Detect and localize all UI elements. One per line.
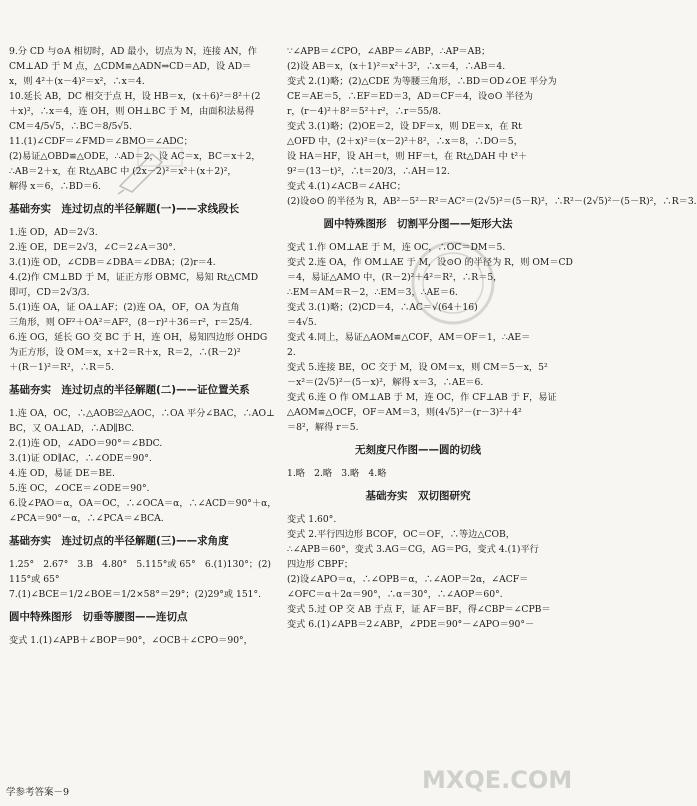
answer-line: 变式 2.平行四边形 BCOF，OC＝OF，∴等边△COB， bbox=[287, 529, 515, 540]
watermark-logo bbox=[418, 756, 573, 800]
answer-line: 6.连 OG，延长 GO 交 BC 于 H，连 OH，易知四边形 OHDG bbox=[9, 332, 268, 343]
answer-line: 3.(1)证 OD∥AC，∴∠ODE＝90°. bbox=[9, 453, 152, 464]
answer-line: (2)设∠APO＝α，∴∠OPB＝α，∴∠AOP＝2α，∠ACF＝ bbox=[287, 574, 529, 585]
answer-line: ∴EM＝AM＝R－2，∴EM＝3，∴AE＝6. bbox=[287, 287, 458, 298]
answer-line: ＋(R－1)²＝R²，∴R＝5. bbox=[9, 362, 115, 373]
answer-line: 2.(1)连 OD，∠ADO＝90°＝∠BDC. bbox=[9, 438, 163, 449]
answer-line: ∴AB＝2＋x，在 Rt△ABC 中 (2x－2)²＝x²＋(x＋2)²， bbox=[9, 166, 237, 177]
answer-line: 2. bbox=[287, 347, 296, 358]
answer-line: CE＝AE＝5，∴EF＝ED＝3，AD＝CF＝4，设⊙O 半径为 bbox=[287, 91, 533, 102]
answer-line: 4.连 OD，易证 DE＝BE. bbox=[9, 468, 115, 479]
answer-line: 4.(2)作 CM⊥BD 于 M，证正方形 OBMC，易知 Rt△CMD bbox=[9, 272, 259, 283]
answer-line: BC，又 OA⊥AD，∴AD∥BC. bbox=[9, 423, 135, 434]
answer-line: 6.设∠PAO＝α，OA＝OC，∴∠OCA＝α，∴∠ACD＝90°＋α， bbox=[9, 498, 277, 509]
answer-line: 变式 1.作 OM⊥AE 于 M，连 OC，∴OC＝DM＝5. bbox=[287, 242, 506, 253]
answer-line: 5.连 OC，∠OCE＝∠ODE＝90°. bbox=[9, 483, 150, 494]
answer-line: 变式 4.同上，易证△AOM≌△COF，AM＝OF＝1，∴AE＝ bbox=[287, 332, 531, 343]
answer-line: 2.连 OE，DE＝2√3，∠C＝2∠A＝30°. bbox=[9, 242, 176, 253]
answer-line: CM＝4/5√5，∴BC＝8/5√5. bbox=[9, 121, 133, 132]
answer-line: 11.(1)∠CDF＝∠FMD＝∠BMO＝∠ADC； bbox=[9, 136, 193, 147]
answer-line: △OFD 中，(2＋x)²＝(x－2)²＋8²，∴x＝8，∴DO＝5， bbox=[287, 136, 523, 147]
answer-line: r，(r－4)²＋8²＝5²＋r²，∴r＝55/8. bbox=[287, 106, 442, 117]
answer-line: 115°或 65° bbox=[9, 574, 60, 585]
page-footer bbox=[6, 784, 69, 798]
answer-line: △AOM≌△OCF，OF＝AM＝3，则(4√5)²－(r－3)²＋4² bbox=[287, 407, 522, 418]
left-answer-column bbox=[9, 44, 277, 648]
answer-line: ∠OFC＝α＋2α＝90°，∴α＝30°，∴∠AOP＝60°. bbox=[287, 589, 503, 600]
answer-line: 变式 4.(1)∠ACB＝∠AHC； bbox=[287, 181, 406, 192]
answer-line: 四边形 CBPF； bbox=[287, 559, 354, 570]
answer-line: 解得 x＝6，∴BD＝6. bbox=[9, 181, 101, 192]
section-heading: 无刻度尺作图——圆的切线 bbox=[355, 444, 481, 456]
section-heading: 圆中特殊图形 切割平分图——矩形大法 bbox=[323, 218, 513, 230]
footer-text: 学参考答案－9 bbox=[6, 787, 70, 798]
answer-line: 变式 1.60°. bbox=[287, 514, 337, 525]
answer-line: 设 HA＝HF，设 AH＝t，则 HF＝t，在 Rt△DAH 中 t²＋ bbox=[287, 151, 528, 162]
section-heading: 基础夯实 双切图研究 bbox=[365, 490, 471, 502]
right-answer-column bbox=[287, 44, 697, 632]
answer-line: (2)设 AB＝x，(x＋1)²＝x²＋3²，∴x＝4，∴AB＝4. bbox=[287, 61, 506, 72]
answer-line: 1.25° 2.67° 3.B 4.80° 5.115°或 65° 6.(1)130°；(2) bbox=[9, 559, 272, 570]
answer-line: 变式 1.(1)∠APB＋∠BOP＝90°，∠OCB＋∠CPO＝90°， bbox=[9, 635, 253, 646]
answer-line: 变式 2.(1)略；(2)△CDE 为等腰三角形，∴BD＝OD∠OE 平分为 bbox=[287, 76, 557, 87]
answer-line: 变式 3.(1)略；(2)OE＝2，设 DF＝x，则 DE＝x，在 Rt bbox=[287, 121, 522, 132]
answer-line: 即可，CD＝2√3/3. bbox=[9, 287, 90, 298]
section-heading: 基础夯实 连过切点的半径解题(二)——证位置关系 bbox=[9, 384, 250, 396]
section-heading: 基础夯实 连过切点的半径解题(三)——求角度 bbox=[9, 535, 229, 547]
answer-line: CM⊥AD 于 M 点，△CDM≌△ADN⇒CD＝AD，设 AD＝ bbox=[9, 61, 252, 72]
answer-line: (2)设⊙O 的半径为 R，AB²－5²－R²＝AC²＝(2√5)²＝(5－R)²，∴R²－(2√5)²－(5－R)²，∴R＝3. bbox=[287, 196, 697, 207]
answer-line: －x²＝(2√5)²－(5－x)²，解得 x＝3，∴AE＝6. bbox=[287, 377, 484, 388]
answer-line: 三角形，则 OF²＋OA²＝AF²，(8－r)²＋36＝r²，r＝25/4. bbox=[9, 317, 253, 328]
answer-line: ∵∠APB＝∠CPO，∠ABP＝∠ABP，∴AP＝AB； bbox=[287, 46, 491, 57]
svg-text:MXQE.COM: MXQE.COM bbox=[422, 766, 573, 794]
answer-line: ＋x)²，∴x＝4，连 OH，则 OH⊥BC 于 M，由面积法易得 bbox=[9, 106, 255, 117]
section-heading: 圆中特殊图形 切垂等腰图——连切点 bbox=[9, 611, 188, 623]
section-heading: 基础夯实 连过切点的半径解题(一)——求线段长 bbox=[9, 203, 240, 215]
answer-line: ∴∠APB＝60°，变式 3.AG＝CG，AG＝PG，变式 4.(1)平行 bbox=[287, 544, 539, 555]
answer-line: (2)易证△OBD≌△ODE，∴AD＝2，设 AC＝x，BC＝x＋2， bbox=[9, 151, 261, 162]
answer-line: 1.连 OD，AD＝2√3. bbox=[9, 227, 98, 238]
answer-line: 5.(1)连 OA，证 OA⊥AF；(2)连 OA，OF，OA 为直角 bbox=[9, 302, 240, 313]
answer-line: 7.(1)∠BCE＝1/2∠BOE＝1/2×58°＝29°；(2)29°或 151°. bbox=[9, 589, 262, 600]
answer-line: x，则 4²＋(x－4)²＝x²，∴x＝4. bbox=[9, 76, 145, 87]
answer-line: 3.(1)连 OD，∠CDB＝∠DBA＝∠DBA；(2)r＝4. bbox=[9, 257, 216, 268]
answer-line: 9²＝(13－t)²，∴t＝20/3，∴AH＝12. bbox=[287, 166, 450, 177]
answer-line: ∠PCA＝90°－α，∴∠PCA＝∠BCA. bbox=[9, 513, 164, 524]
answer-line: 为正方形，设 OM＝x，x＋2＝R＋x，R＝2，∴(R－2)² bbox=[9, 347, 241, 358]
answer-line: ＝4，易证△AMO 中，(R－2)²＋4²＝R²，∴R＝5， bbox=[287, 272, 503, 283]
answer-line: ＝8²，解得 r＝5. bbox=[287, 422, 359, 433]
answer-line: 变式 3.(1)略；(2)CD＝4，∴AC＝√(64＋16) bbox=[287, 302, 478, 313]
answer-line: 变式 2.连 OA，作 OM⊥AE 于 M，设⊙O 的半径为 R，则 OM＝CD bbox=[287, 257, 573, 268]
answer-line: 变式 6.连 O 作 OM⊥AB 于 M，连 OC，作 CF⊥AB 于 F，易证 bbox=[287, 392, 557, 403]
answer-line: 变式 5.连接 BE，OC 交于 M，设 OM＝x，则 CM＝5－x，5² bbox=[287, 362, 548, 373]
answer-line: ＝4√5. bbox=[287, 317, 317, 328]
answer-line: 变式 6.(1)∠APB＝2∠ABP，∠PDE＝90°－∠APO＝90°－ bbox=[287, 619, 535, 630]
answer-line: 9.分 CD 与⊙A 相切时，AD 最小，切点为 N，连接 AN，作 bbox=[9, 46, 257, 57]
answer-line: 变式 5.过 OP 交 AB 于点 F，证 AF＝BF，得∠CBP＝∠CPB＝ bbox=[287, 604, 551, 615]
answer-line: 1.略 2.略 3.略 4.略 bbox=[287, 468, 387, 479]
answer-line: 1.连 OA，OC，∴△AOB≌△AOC，∴OA 平分∠BAC，∴AO⊥ bbox=[9, 408, 275, 419]
answer-line: 10.延长 AB，DC 相交于点 H，设 HB＝x，(x＋6)²＝8²＋(2 bbox=[9, 91, 261, 102]
